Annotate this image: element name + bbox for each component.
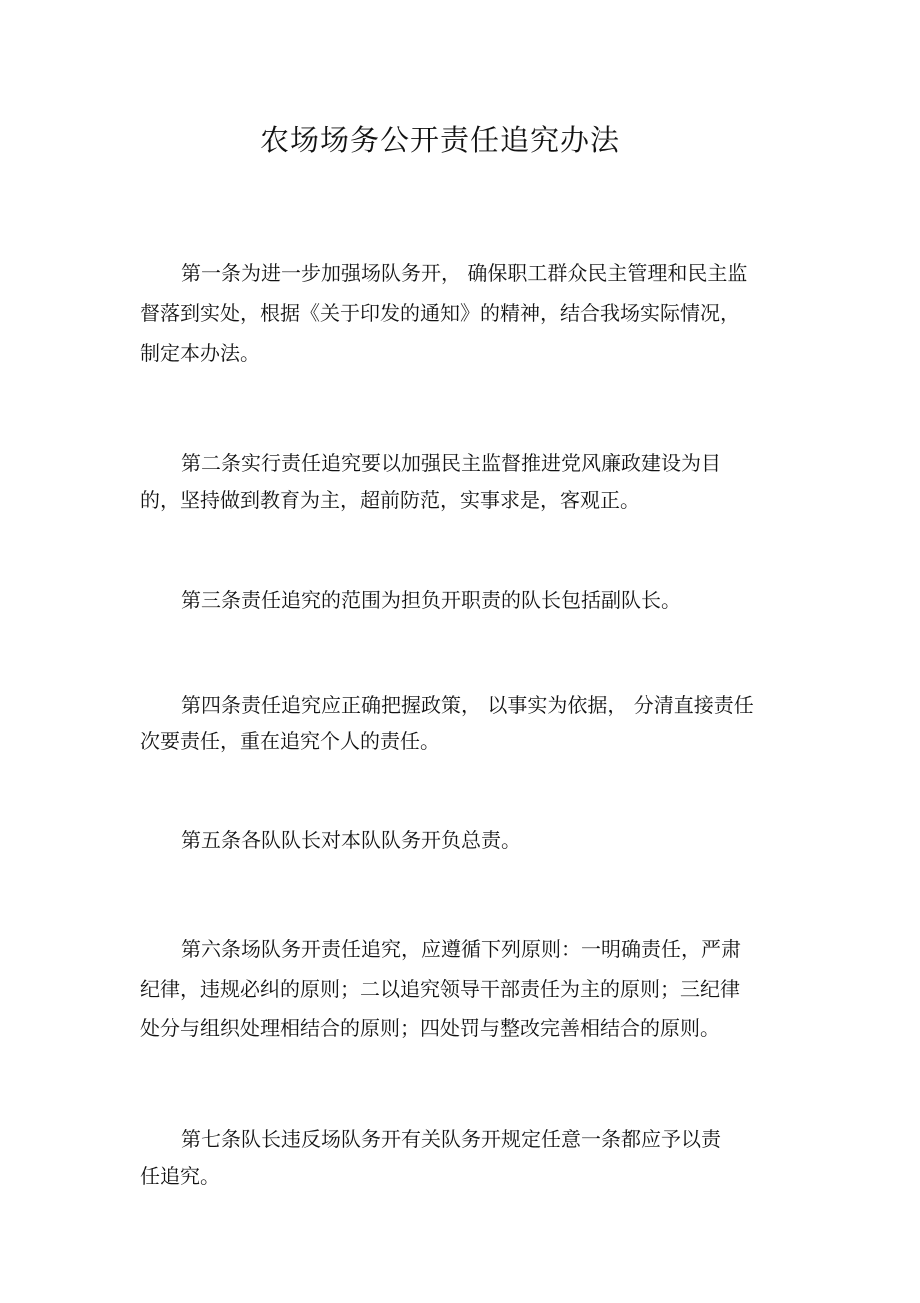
article-4-line-2: 次要责任，重在追究个人的责任。 [140, 729, 440, 753]
article-5-line-1: 第五条各队队长对本队队务开负总责。 [181, 828, 521, 852]
article-2-line-1: 第二条实行责任追究要以加强民主监督推进党风廉政建设为目 [181, 451, 721, 475]
document-title: 农场场务公开责任追究办法 [259, 123, 620, 157]
article-1-line-3: 制定本办法。 [140, 341, 260, 365]
article-1-line-2: 督落到实处，根据《关于印发的通知》的精神，结合我场实际情况， [140, 301, 740, 325]
article-3-line-1: 第三条责任追究的范围为担负开职责的队长包括副队长。 [181, 588, 681, 612]
article-7-line-1: 第七条队长违反场队务开有关队务开规定任意一条都应予以责 [181, 1127, 721, 1151]
article-6-line-2: 纪律，违规必纠的原则；二以追究领导干部责任为主的原则；三纪律 [140, 977, 740, 1001]
article-7-line-2: 任追究。 [140, 1164, 220, 1188]
article-1-line-1: 第一条为进一步加强场队务开， 确保职工群众民主管理和民主监 [181, 261, 748, 285]
article-6-line-1: 第六条场队务开责任追究，应遵循下列原则：一明确责任，严肃 [181, 937, 741, 961]
article-4-line-1: 第四条责任追究应正确把握政策， 以事实为依据， 分清直接责任 [181, 693, 754, 717]
article-2-line-2: 的，坚持做到教育为主，超前防范，实事求是，客观正。 [140, 488, 640, 512]
article-6-line-3: 处分与组织处理相结合的原则；四处罚与整改完善相结合的原则。 [140, 1016, 720, 1040]
